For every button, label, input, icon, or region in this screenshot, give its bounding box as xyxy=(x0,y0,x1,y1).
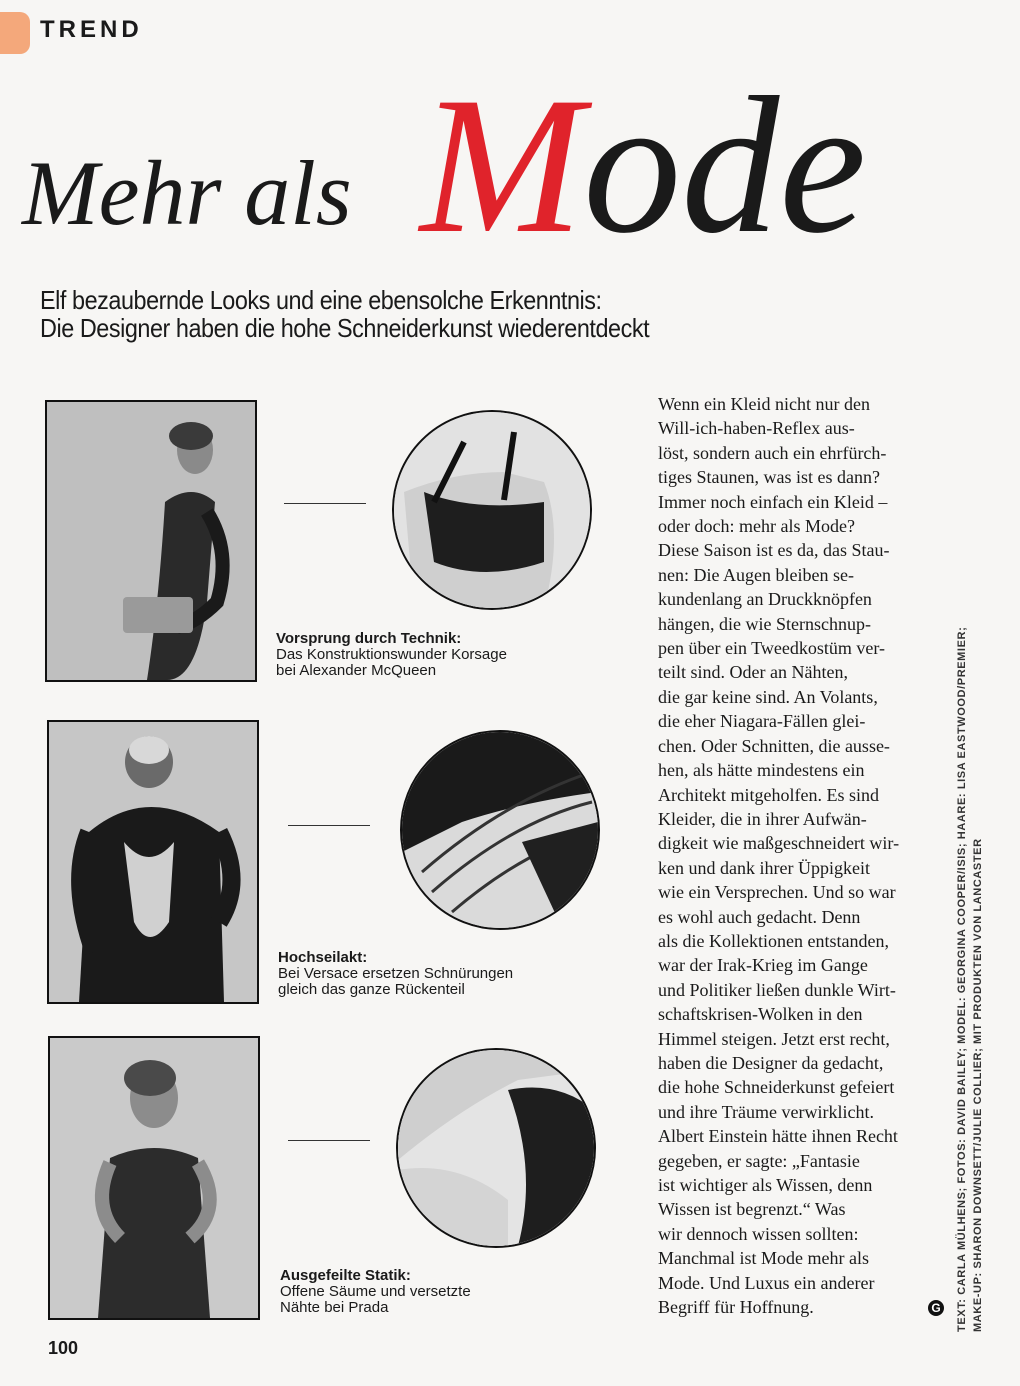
body-line: ken und dank ihrer Üppigkeit xyxy=(658,857,870,878)
look1-caption-title: Vorsprung durch Technik: xyxy=(276,630,462,647)
body-line: wir dennoch wissen sollten: xyxy=(658,1223,859,1244)
headline xyxy=(22,57,1002,278)
look3-caption-line1: Offene Säume und versetzte xyxy=(280,1283,471,1300)
body-line: Begriff für Hoffnung. xyxy=(658,1297,814,1318)
body-line: und ihre Träume verwirklicht. xyxy=(658,1101,874,1122)
body-line: hen, als hätte mindestens ein xyxy=(658,760,865,781)
look1-caption-line1: Das Konstruktionswunder Korsage xyxy=(276,646,507,663)
body-line: Himmel steigen. Jetzt erst recht, xyxy=(658,1028,890,1049)
body-line: schaftskrisen-Wolken in den xyxy=(658,1004,863,1025)
look2-detail-circle xyxy=(400,730,600,930)
body-line: Mode. Und Luxus ein anderer xyxy=(658,1272,875,1293)
headline-accent-letter: M xyxy=(420,57,584,274)
headline-mode xyxy=(420,57,867,274)
article-body xyxy=(658,392,958,1319)
body-line: es wohl auch gedacht. Denn xyxy=(658,906,861,927)
body-line: löst, sondern auch ein ehrfürch- xyxy=(658,442,887,463)
look3-caption-title: Ausgefeilte Statik: xyxy=(280,1267,411,1284)
body-line: als die Kollektionen entstanden, xyxy=(658,930,889,951)
body-line: Architekt mitgeholfen. Es sind xyxy=(658,784,879,805)
look2-caption-line1: Bei Versace ersetzen Schnürungen xyxy=(278,965,514,982)
body-line: die eher Niagara-Fällen glei- xyxy=(658,711,866,732)
look3-detail-circle xyxy=(396,1048,596,1248)
look1-photo xyxy=(45,400,257,682)
body-line: Wissen ist begrenzt.“ Was xyxy=(658,1199,846,1220)
look2-caption-title: Hochseilakt: xyxy=(278,949,368,966)
look2-caption xyxy=(278,950,513,998)
section-label: TREND xyxy=(40,16,143,43)
body-line: ist wichtiger als Wissen, denn xyxy=(658,1175,873,1195)
look2-photo xyxy=(47,720,259,1004)
look3-photo xyxy=(48,1036,260,1320)
body-line: chen. Oder Schnitten, die ausse- xyxy=(658,735,890,756)
end-mark-icon: G xyxy=(928,1300,944,1316)
body-line: hängen, die wie Sternschnup- xyxy=(658,613,871,634)
look2-rule xyxy=(288,825,370,826)
body-line: Wenn ein Kleid nicht nur den xyxy=(658,394,870,414)
body-line: Manchmal ist Mode mehr als xyxy=(658,1248,869,1269)
body-line: tiges Staunen, was ist es dann? xyxy=(658,467,880,488)
body-line: wie ein Versprechen. Und so war xyxy=(658,882,896,903)
body-line: Immer noch einfach ein Kleid – xyxy=(658,491,888,512)
body-line: oder doch: mehr als Mode? xyxy=(658,516,855,537)
headline-part1: Mehr als xyxy=(22,142,352,244)
body-line: kundenlang an Druckknöpfen xyxy=(658,589,872,610)
look1-rule xyxy=(284,503,366,504)
body-line: teilt sind. Oder an Nähten, xyxy=(658,662,848,683)
look1-caption-line2: bei Alexander McQueen xyxy=(276,662,437,679)
body-line: die gar keine sind. An Volants, xyxy=(658,686,878,707)
body-line: Will-ich-haben-Reflex aus- xyxy=(658,418,855,439)
body-line: digkeit wie maßgeschneidert wir- xyxy=(658,833,900,854)
subhead xyxy=(40,286,814,342)
look2-caption-line2: gleich das ganze Rückenteil xyxy=(278,981,465,998)
look1-caption xyxy=(276,631,507,679)
body-line: Diese Saison ist es da, das Stau- xyxy=(658,540,890,561)
look3-caption xyxy=(280,1268,471,1316)
body-line: haben die Designer da gedacht, xyxy=(658,1052,884,1073)
body-line: Kleider, die in ihrer Aufwän- xyxy=(658,808,867,829)
look1-detail-circle xyxy=(392,410,592,610)
credits-line1: TEXT: CARLA MÜLHENS; FOTOS: DAVID BAILEY; MODEL: GEORGINA COOPER/ISIS; HAARE: LISA EASTWOOD/PREMIER; xyxy=(956,626,968,1332)
photo-credits xyxy=(954,627,986,1332)
body-line: war der Irak-Krieg im Gange xyxy=(658,955,868,976)
look3-caption-line2: Nähte bei Prada xyxy=(280,1299,389,1316)
body-line: nen: Die Augen bleiben se- xyxy=(658,564,854,585)
subhead-line2: Die Designer haben die hohe Schneiderkunst wiederentdeckt xyxy=(40,313,650,343)
section-tab xyxy=(0,12,30,54)
body-line: und Politiker ließen dunkle Wirt- xyxy=(658,979,896,1000)
body-line: gegeben, er sagte: „Fantasie xyxy=(658,1150,860,1171)
look3-rule xyxy=(288,1140,370,1141)
credits-line2: MAKE-UP: SHARON DOWNSETT/JULIE COLLIER; MIT PRODUKTEN VON LANCASTER xyxy=(972,838,984,1332)
subhead-line1: Elf bezaubernde Looks und eine ebensolche Erkenntnis: xyxy=(40,285,602,315)
headline-rest: ode xyxy=(583,57,867,274)
body-line: pen über ein Tweedkostüm ver- xyxy=(658,638,885,659)
body-line: Albert Einstein hätte ihnen Recht xyxy=(658,1126,898,1147)
page-number: 100 xyxy=(48,1338,79,1358)
body-line: die hohe Schneiderkunst gefeiert xyxy=(658,1077,895,1098)
